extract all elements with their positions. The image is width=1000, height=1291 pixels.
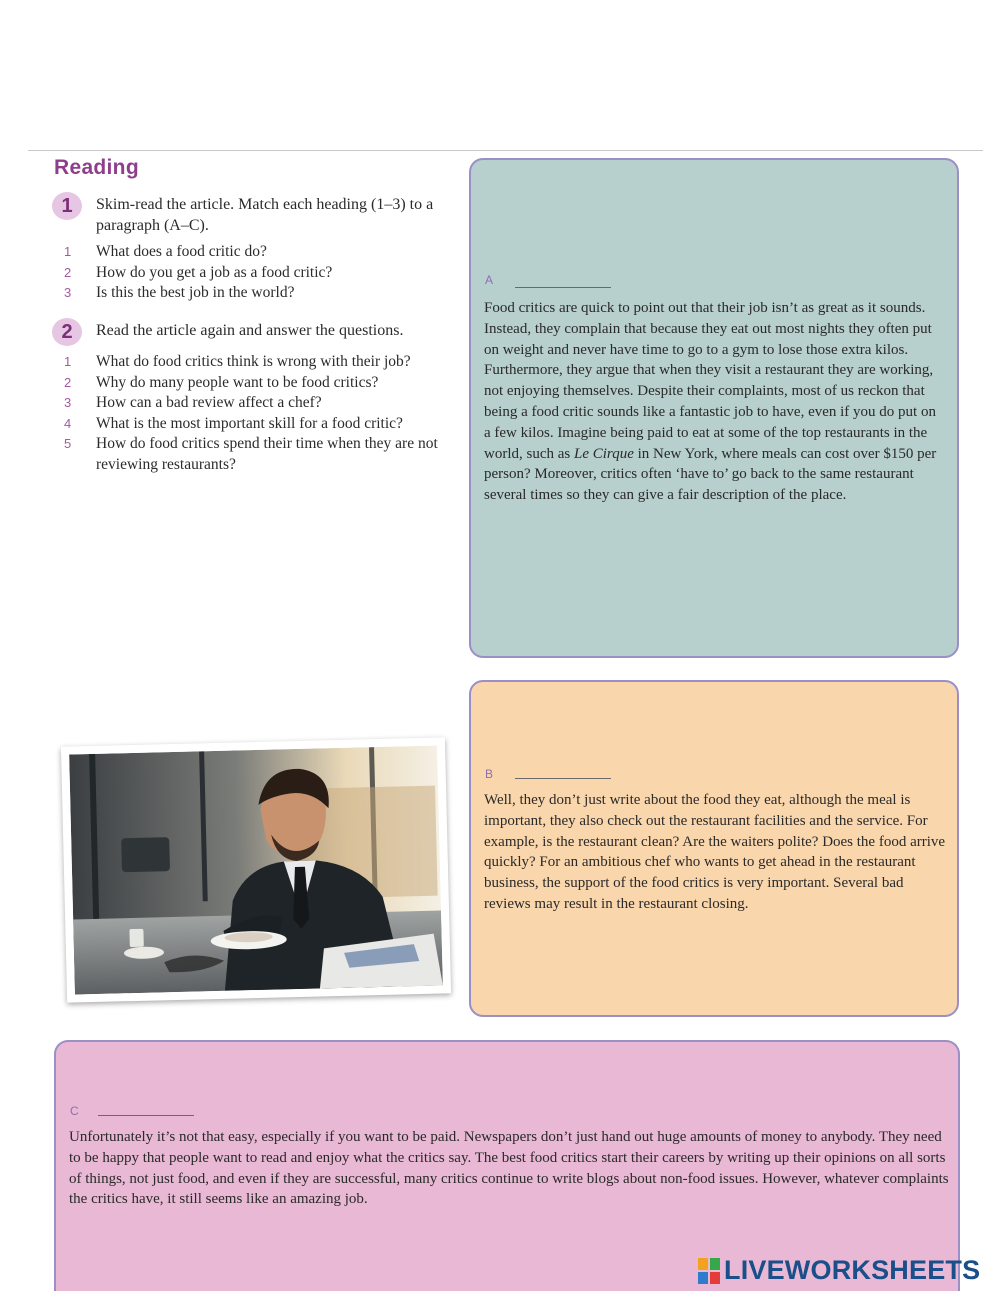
paragraph-text: Unfortunately it’s not that easy, especially if you want to be paid. Newspapers don’t just hand out huge amounts of money to anybody. They need to be happy that people want to read and enjoy what the critics say. The best food critics start their careers by writing up their opinions on all sorts of things, not just food, and even if they are successful, many critics continue to write blogs about non-food issues. However, whatever complaints the critics have, it still seems like an amazing job. (69, 1129, 949, 1208)
answer-blank-a[interactable] (515, 287, 611, 288)
paragraph-label: B (485, 767, 494, 781)
list-item: 3 How can a bad review affect a chef? (64, 394, 322, 411)
paragraph-card-b (469, 680, 959, 1017)
paragraph-card-a (469, 158, 959, 658)
list-item: 1 What does a food critic do? (64, 243, 267, 260)
task-instruction: Read the article again and answer the questions. (96, 322, 404, 339)
task-1 (52, 192, 462, 304)
photo-illustration (69, 746, 443, 995)
paragraph-text: Well, they don’t just write about the food they eat, although the meal is important, they also check out the restaurant facilities and the service. For example, is the restaurant clean? Are the waiters polite? Does the food arrive quickly? For an ambitious chef who wants to get ahead in the restaurant business, the support of the food critics is very important. Several bad reviews may result in the restaurant closing. (484, 792, 946, 912)
answer-blank-c[interactable] (98, 1115, 194, 1116)
paragraph-text: Food critics are quick to point out that their job isn’t as great as it sounds. Instead, they complain that because they eat out most nights they often put on weight and never have time to go to a gym to lose those extra kilos. Furthermore, they argue that when they visit a restaurant they are working, not enjoying themselves. Despite their complaints, most of us reckon that being a food critic sounds like a fantastic job to have, even if you do put on a few kilos. Imagine being paid to eat at some of the top restaurants in the world, such as Le Cirque in New York, where meals can cost over $150 per person? Moreover, critics often ‘have to’ go back to the same restaurant several times so they can give a fair description of the place. (484, 300, 937, 504)
list-item: 4 What is the most important skill for a food critic? (64, 414, 403, 432)
list-item: 1 What do food critics think is wrong with their job? (64, 353, 411, 370)
list-item: 5 How do food critics spend their time when they are not reviewing restaurants? (64, 435, 438, 473)
paragraph-label: A (485, 273, 494, 287)
section-title: Reading (54, 156, 139, 179)
list-item: 3 Is this the best job in the world? (64, 284, 295, 301)
paragraph-card-c (54, 1040, 960, 1291)
man-dining-photo (61, 737, 451, 1002)
paragraph-label: C (70, 1104, 79, 1118)
header-divider (28, 150, 983, 151)
question-list (52, 352, 462, 475)
task-instruction: Skim-read the article. Match each heading (1–3) to a paragraph (A–C). (96, 196, 434, 234)
list-item: 2 Why do many people want to be food critics? (64, 373, 379, 391)
answer-blank-b[interactable] (515, 778, 611, 779)
list-item: 2 How do you get a job as a food critic? (64, 263, 333, 281)
brand-name: LIVEWORKSHEETS (724, 1255, 981, 1285)
liveworksheets-brand (698, 1255, 980, 1286)
task-number-badge: 2 (52, 318, 82, 346)
task-2 (52, 318, 462, 475)
liveworksheets-logo-icon (698, 1258, 720, 1284)
task-number-badge: 1 (52, 192, 82, 220)
restaurant-name: Le Cirque (574, 445, 634, 462)
question-list (52, 242, 462, 304)
